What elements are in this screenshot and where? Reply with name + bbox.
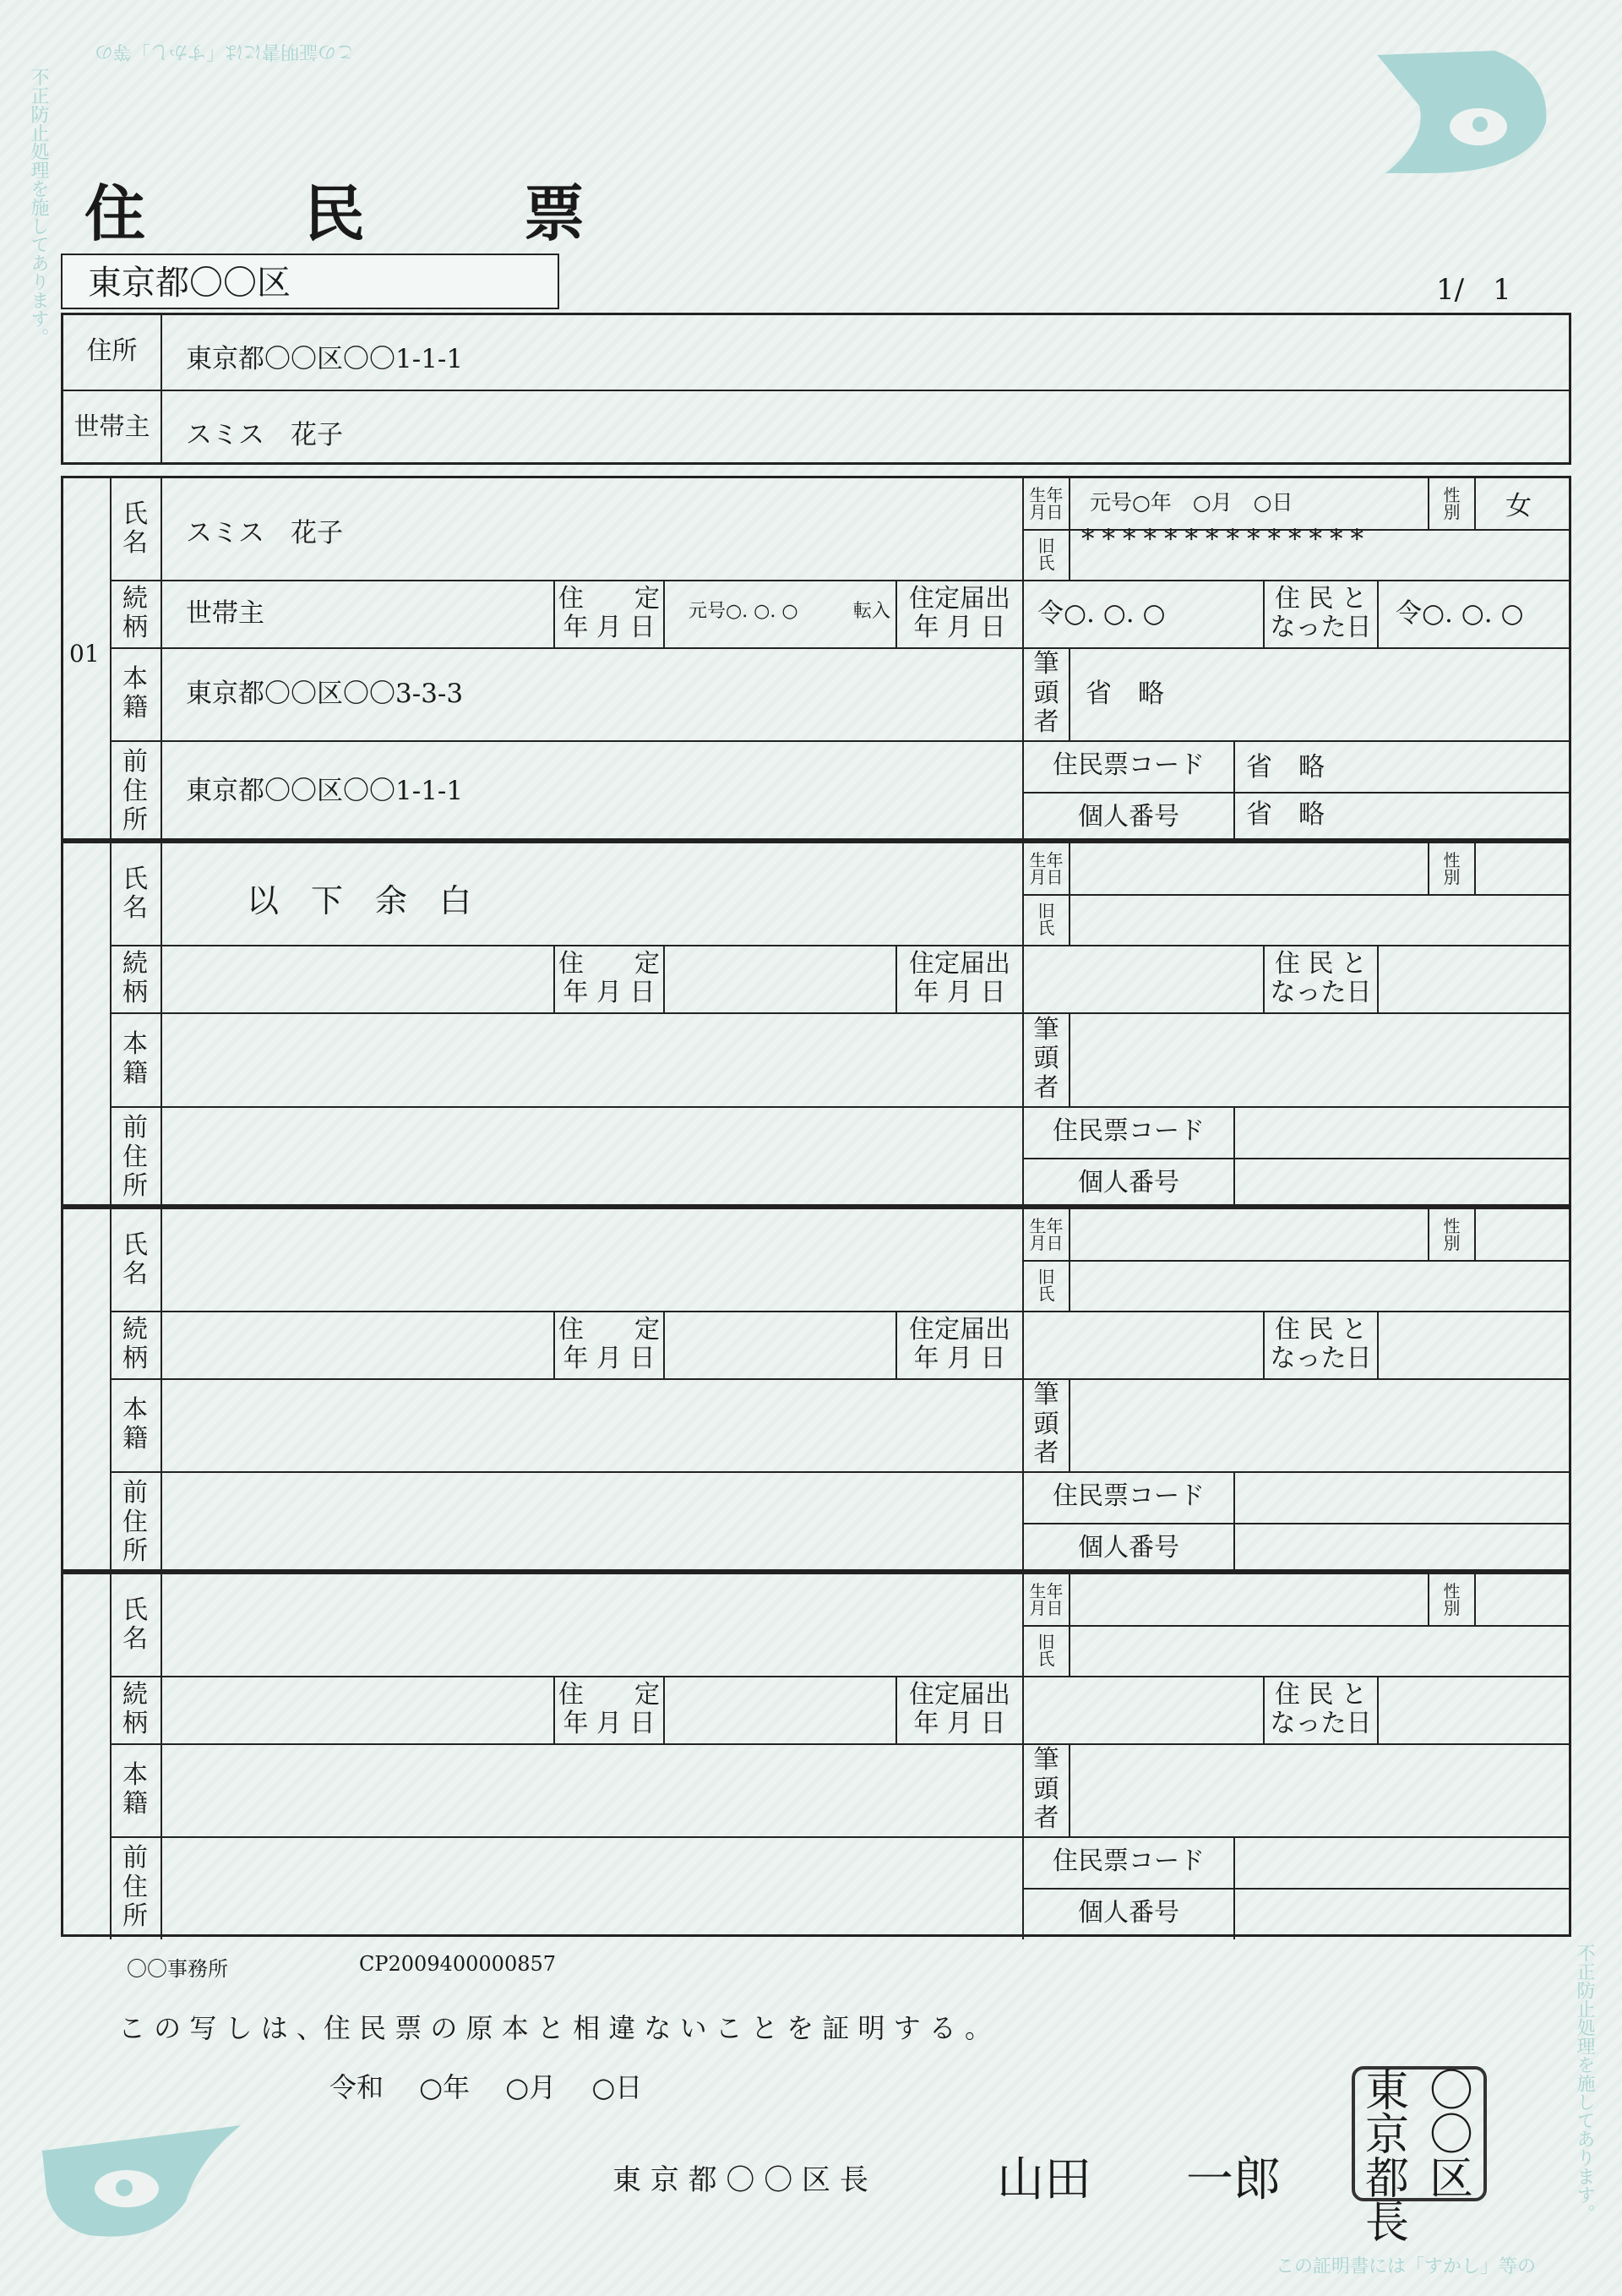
person-sex: 女 [1505, 491, 1532, 521]
family-head-label [1024, 1743, 1069, 1836]
family-head-label-part: 者 [1033, 1438, 1059, 1469]
grid-line [1233, 740, 1235, 843]
residence-date-label-part: 年 月 日 [563, 613, 656, 642]
grid-line [110, 1743, 1570, 1745]
person-name: スミス 花子 [186, 518, 343, 548]
domicile-label-part: 本 [122, 1029, 148, 1059]
name-label-part: 名 [122, 893, 148, 923]
prev-address-label-part: 住 [122, 1142, 148, 1172]
name-label-part: 名 [122, 528, 148, 558]
grid-line [161, 1209, 162, 1574]
household-head-label: 世帯主 [73, 412, 150, 442]
old-surname-label [1024, 894, 1069, 945]
family-head-label [1024, 647, 1069, 740]
residence-filed-label-part: 住定届出 [909, 1679, 1010, 1710]
prev-address-label [110, 1471, 161, 1574]
grid-line [1377, 945, 1379, 1012]
old-surname-label [1024, 529, 1069, 580]
name-label-part: 氏 [122, 1595, 148, 1625]
watermark-bottom: この証明書には「すかし」等の [1276, 2256, 1537, 2277]
residence-date-label-part: 年 月 日 [563, 978, 656, 1007]
sex-label-part: 性 [1443, 485, 1461, 505]
became-resident-label-part: 住 民 と [1274, 1314, 1368, 1344]
grid-line [1377, 1311, 1379, 1378]
residence-filed-label-part: 住定届出 [909, 583, 1010, 614]
name-label [110, 1209, 161, 1311]
residence-filed-label [897, 580, 1022, 647]
person-became-resident: 令○. ○. ○ [1396, 598, 1524, 629]
domicile-label [110, 1378, 161, 1471]
sex-label [1429, 478, 1474, 529]
old-surname-label-part: 氏 [1037, 1284, 1055, 1304]
household-address: 東京都〇〇区〇〇1-1-1 [186, 344, 464, 374]
domicile-label-part: 籍 [122, 693, 148, 723]
name-label-part: 名 [122, 1259, 148, 1289]
residence-filed-label [897, 945, 1022, 1012]
seal-char: 〇 [1429, 2066, 1473, 2117]
name-label [110, 1574, 161, 1676]
person-family-head: 省 略 [1086, 679, 1164, 709]
prev-address-label-part: 前 [122, 1478, 148, 1508]
grid-line [1377, 580, 1379, 647]
document-title: 住 民 票 [84, 177, 634, 249]
prev-address-label [110, 1106, 161, 1209]
prev-address-label-part: 所 [122, 805, 148, 836]
grid-line [1233, 1836, 1235, 1939]
sex-label-part: 別 [1443, 867, 1461, 887]
my-number-label-part: 個人番号 [1078, 1533, 1179, 1563]
address-label: 住所 [86, 336, 138, 366]
domicile-label-part: 籍 [122, 1424, 148, 1453]
seal-char: 都 [1364, 2154, 1409, 2205]
old-surname-label-part: 氏 [1037, 553, 1055, 573]
grid-line [1069, 647, 1070, 740]
old-surname-label-part: 旧 [1037, 536, 1055, 556]
relation-label [110, 945, 161, 1012]
prev-address-label-part: 住 [122, 776, 148, 806]
birth-label [1024, 843, 1069, 894]
became-resident-label-part: なった日 [1270, 1344, 1372, 1373]
residence-date-label [555, 1311, 663, 1378]
family-head-label-part: 頭 [1033, 678, 1059, 708]
prev-address-label-part: 所 [122, 1901, 148, 1932]
grid-line [1377, 1676, 1379, 1743]
grid-line [663, 1311, 665, 1378]
grid-line [161, 478, 162, 843]
resident-code-label [1024, 1106, 1233, 1158]
prev-address-label-part: 前 [122, 1843, 148, 1873]
residence-date-label-part: 年 月 日 [563, 1709, 656, 1738]
sex-label-part: 別 [1443, 502, 1461, 522]
birth-label-part: 月日 [1029, 502, 1064, 522]
relation-label-part: 柄 [122, 613, 148, 642]
domicile-label-part: 本 [122, 1759, 148, 1790]
residence-filed-label-part: 年 月 日 [913, 978, 1006, 1007]
became-resident-label-part: なった日 [1270, 978, 1372, 1007]
issuing-ward: 東京都〇〇区 [61, 254, 559, 309]
birth-label-part: 生年 [1029, 1581, 1064, 1601]
prev-address-label-part: 所 [122, 1171, 148, 1202]
grid-line [110, 1012, 1570, 1014]
birth-label-part: 月日 [1029, 1233, 1064, 1253]
residence-filed-label-part: 住定届出 [909, 948, 1010, 979]
person-resident-code: 省 略 [1246, 752, 1325, 783]
prev-address-label [110, 1836, 161, 1939]
prev-address-label [110, 740, 161, 843]
became-resident-label [1265, 1676, 1377, 1743]
residence-filed-label-part: 年 月 日 [913, 1709, 1006, 1738]
person-prev-address: 東京都〇〇区〇〇1-1-1 [186, 776, 464, 806]
name-label-part: 氏 [122, 499, 148, 529]
prev-address-label-part: 住 [122, 1507, 148, 1537]
residence-date-label-part: 住 定 [558, 583, 660, 614]
became-resident-label-part: 住 民 と [1274, 948, 1368, 979]
resident-block-4 [61, 1572, 1571, 1937]
residence-date-label-part: 住 定 [558, 1679, 660, 1710]
official-title: 東 京 都 〇 〇 区 長 [612, 2163, 868, 2197]
became-resident-label [1265, 945, 1377, 1012]
grid-line [1233, 1106, 1235, 1209]
grid-line [110, 1836, 1570, 1838]
family-head-label-part: 筆 [1033, 1014, 1059, 1044]
old-surname-label-part: 旧 [1037, 901, 1055, 921]
my-number-label [1024, 1523, 1233, 1574]
person-residence-filed: 令○. ○. ○ [1037, 598, 1166, 629]
birth-label-part: 生年 [1029, 850, 1064, 870]
resident-code-label-part: 住民票コード [1053, 750, 1205, 781]
sex-label-part: 性 [1443, 1216, 1461, 1236]
family-head-label-part: 筆 [1033, 649, 1059, 679]
sex-label [1429, 1574, 1474, 1625]
seal-char: 長 [1364, 2198, 1409, 2249]
sex-label [1429, 1209, 1474, 1260]
seal-char: 東 [1364, 2066, 1409, 2117]
family-head-label-part: 者 [1033, 1072, 1059, 1103]
name-label-part: 氏 [122, 864, 148, 894]
domicile-label-part: 本 [122, 663, 148, 694]
residence-date-label-part: 住 定 [558, 948, 660, 979]
prev-address-label-part: 住 [122, 1872, 148, 1902]
relation-label-part: 柄 [122, 978, 148, 1007]
grid-line [1474, 478, 1476, 529]
domicile-label-part: 籍 [122, 1058, 148, 1088]
my-number-label-part: 個人番号 [1078, 1168, 1179, 1198]
residence-filed-label-part: 住定届出 [909, 1314, 1010, 1344]
person-domicile: 東京都〇〇区〇〇3-3-3 [186, 679, 464, 709]
family-head-label-part: 頭 [1033, 1044, 1059, 1074]
became-resident-label-part: なった日 [1270, 1709, 1372, 1738]
resident-code-label-part: 住民票コード [1053, 1846, 1205, 1877]
family-head-label-part: 頭 [1033, 1774, 1059, 1804]
relation-label-part: 続 [122, 1314, 148, 1344]
resident-block-3 [61, 1207, 1571, 1572]
birth-label [1024, 1574, 1069, 1625]
birth-label [1024, 1209, 1069, 1260]
became-resident-label [1265, 1311, 1377, 1378]
resident-code-label [1024, 1836, 1233, 1888]
sex-label-part: 性 [1443, 850, 1461, 870]
residence-filed-label-part: 年 月 日 [913, 613, 1006, 642]
person-old-surname: ************** [1081, 524, 1371, 554]
grid-line [110, 1471, 1570, 1473]
family-head-label [1024, 1012, 1069, 1106]
grid-line [1474, 1574, 1476, 1625]
seal-char: 区 [1429, 2154, 1473, 2205]
domicile-label [110, 1012, 161, 1106]
old-surname-label-part: 氏 [1037, 918, 1055, 938]
family-head-label-part: 者 [1033, 1803, 1059, 1834]
name-label [110, 843, 161, 945]
grid-line [663, 945, 665, 1012]
resident-code-label-part: 住民票コード [1053, 1481, 1205, 1512]
ward-emblem-bottom [38, 2108, 249, 2244]
my-number-label [1024, 792, 1233, 843]
person-relation: 世帯主 [186, 598, 264, 629]
person-residence-reason: 転入 [853, 601, 891, 622]
ward-emblem-top [1369, 46, 1554, 182]
grid-line [663, 580, 665, 647]
my-number-label-part: 個人番号 [1078, 1898, 1179, 1928]
relation-label [110, 580, 161, 647]
became-resident-label-part: 住 民 と [1274, 583, 1368, 614]
residence-filed-label [897, 1676, 1022, 1743]
grid-line [110, 1378, 1570, 1380]
watermark-top: この証明書には「すかし」等の [94, 41, 355, 62]
domicile-label [110, 1743, 161, 1836]
watermark-side-right: 不正防止処理を施してあります。 [1574, 1944, 1595, 2222]
old-surname-label-part: 氏 [1037, 1649, 1055, 1669]
birth-label-part: 生年 [1029, 485, 1064, 505]
grid-line [1069, 1012, 1070, 1106]
my-number-label [1024, 1158, 1233, 1209]
birth-label-part: 月日 [1029, 867, 1064, 887]
domicile-label-part: 籍 [122, 1789, 148, 1819]
grid-line [1474, 843, 1476, 894]
prev-address-label-part: 所 [122, 1536, 148, 1567]
relation-label [110, 1676, 161, 1743]
residence-date-label [555, 580, 663, 647]
seal-char: 京 [1364, 2110, 1409, 2161]
sex-label-part: 別 [1443, 1233, 1461, 1253]
grid-line [1474, 1209, 1476, 1260]
grid-line [110, 1106, 1570, 1108]
prev-address-label-part: 前 [122, 747, 148, 777]
seal-char [1419, 2201, 1483, 2245]
person-index: 01 [69, 640, 100, 668]
resident-code-label-part: 住民票コード [1053, 1116, 1205, 1147]
residence-date-label-part: 年 月 日 [563, 1344, 656, 1373]
page-number: 1/ 1 [1436, 273, 1511, 307]
my-number-label-part: 個人番号 [1078, 802, 1179, 832]
domicile-label [110, 647, 161, 740]
grid-line [1022, 1260, 1570, 1262]
official-seal [1352, 2066, 1487, 2249]
grid-line [1233, 1471, 1235, 1574]
name-label-part: 名 [122, 1624, 148, 1654]
became-resident-label-part: 住 民 と [1274, 1679, 1368, 1710]
residence-date-label-part: 住 定 [558, 1314, 660, 1344]
grid-line [110, 647, 1570, 649]
relation-label-part: 続 [122, 1679, 148, 1710]
family-head-label-part: 者 [1033, 707, 1059, 738]
old-surname-label-part: 旧 [1037, 1632, 1055, 1652]
grid-line [1069, 1378, 1070, 1471]
grid-line [1069, 1743, 1070, 1836]
my-number-label [1024, 1888, 1233, 1939]
sex-label-part: 性 [1443, 1581, 1461, 1601]
became-resident-label [1265, 580, 1377, 647]
grid-line [663, 1676, 665, 1743]
grid-line [161, 1574, 162, 1939]
relation-label-part: 続 [122, 583, 148, 614]
official-name: 山田 一郎 [997, 2152, 1281, 2207]
relation-label-part: 柄 [122, 1709, 148, 1738]
household-table [61, 313, 1571, 465]
domicile-label-part: 本 [122, 1394, 148, 1425]
grid-line [1022, 1625, 1570, 1627]
residence-filed-label-part: 年 月 日 [913, 1344, 1006, 1373]
person-my-number: 省 略 [1246, 799, 1325, 830]
family-head-label-part: 筆 [1033, 1745, 1059, 1775]
person-birth: 元号○年 ○月 ○日 [1090, 490, 1293, 515]
old-surname-label-part: 旧 [1037, 1267, 1055, 1287]
birth-label-part: 月日 [1029, 1598, 1064, 1618]
family-head-label-part: 筆 [1033, 1380, 1059, 1410]
household-head: スミス 花子 [186, 420, 343, 450]
sex-label-part: 別 [1443, 1598, 1461, 1618]
seal-char: 〇 [1429, 2110, 1473, 2161]
certification-text: こ の 写 し は 、住 民 票 の 原 本 と 相 違 な い こ と を 証 明 す る 。 [118, 2012, 992, 2044]
relation-label-part: 柄 [122, 1344, 148, 1373]
issue-date: 令和 ○年 ○月 ○日 [329, 2071, 643, 2103]
name-label-part: 氏 [122, 1230, 148, 1260]
relation-label [110, 1311, 161, 1378]
became-resident-label-part: なった日 [1270, 613, 1372, 642]
resident-code-label [1024, 740, 1233, 792]
family-head-label-part: 頭 [1033, 1409, 1059, 1439]
residence-date-label [555, 1676, 663, 1743]
family-head-label [1024, 1378, 1069, 1471]
prev-address-label-part: 前 [122, 1113, 148, 1143]
person-residence-date: 元号○. ○. ○ [689, 601, 798, 622]
sex-label [1429, 843, 1474, 894]
birth-label [1024, 478, 1069, 529]
grid-line [110, 740, 1570, 742]
residence-filed-label [897, 1311, 1022, 1378]
remainder-blank-note: 以 下 余 白 [247, 882, 472, 919]
resident-code-label [1024, 1471, 1233, 1523]
serial-number: CP2009400000857 [359, 1952, 557, 1976]
grid-line [161, 843, 162, 1209]
old-surname-label [1024, 1625, 1069, 1676]
birth-label-part: 生年 [1029, 1216, 1064, 1236]
relation-label-part: 続 [122, 948, 148, 979]
old-surname-label [1024, 1260, 1069, 1311]
name-label [110, 478, 161, 580]
watermark-side-left: 不正防止処理を施してあります。 [28, 68, 49, 346]
grid-line [1022, 894, 1570, 896]
office-name: 〇〇事務所 [127, 1957, 228, 1981]
residence-date-label [555, 945, 663, 1012]
